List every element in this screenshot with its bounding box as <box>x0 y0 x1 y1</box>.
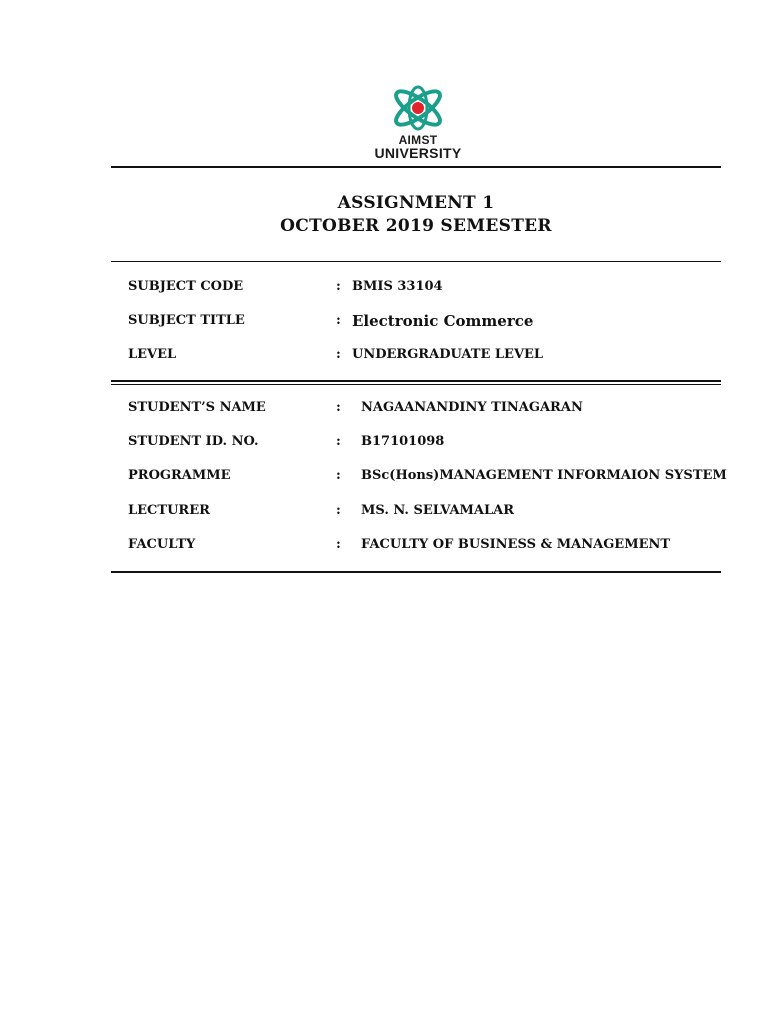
field-label: SUBJECT CODE <box>128 279 244 294</box>
student-name-row <box>128 400 728 420</box>
field-separator: : <box>336 313 341 328</box>
field-value: BSc(Hons)MANAGEMENT INFORMAION SYSTEM <box>361 468 727 483</box>
field-value: FACULTY OF BUSINESS & MANAGEMENT <box>361 537 671 552</box>
field-separator: : <box>336 537 341 552</box>
lecturer-row <box>128 503 728 523</box>
university-logo <box>366 84 470 162</box>
assignment-title: ASSIGNMENT 1 <box>337 193 495 213</box>
field-value: Electronic Commerce <box>352 312 534 330</box>
subject-title-row <box>128 313 728 333</box>
field-label: FACULTY <box>128 537 196 552</box>
double-divider-upper <box>111 380 721 382</box>
atom-icon <box>386 84 450 134</box>
logo-text-line1: AIMST <box>398 133 438 147</box>
faculty-row <box>128 537 728 557</box>
programme-row <box>128 468 728 488</box>
field-separator: : <box>336 347 341 362</box>
field-separator: : <box>336 503 341 518</box>
field-label: SUBJECT TITLE <box>128 313 245 328</box>
level-row <box>128 347 728 367</box>
divider-bottom <box>111 571 721 573</box>
divider-middle <box>111 261 721 262</box>
semester-title: OCTOBER 2019 SEMESTER <box>280 216 552 236</box>
field-label: LECTURER <box>128 503 210 518</box>
field-value: B17101098 <box>361 434 445 449</box>
field-value: UNDERGRADUATE LEVEL <box>352 347 544 362</box>
field-value: BMIS 33104 <box>352 279 443 294</box>
divider-top <box>111 166 721 168</box>
field-value: MS. N. SELVAMALAR <box>361 503 515 518</box>
field-label: LEVEL <box>128 347 177 362</box>
field-separator: : <box>336 434 341 449</box>
field-label: STUDENT’S NAME <box>128 400 266 415</box>
double-divider-lower <box>111 384 721 385</box>
subject-code-row <box>128 279 728 299</box>
field-value: NAGAANANDINY TINAGARAN <box>361 400 583 415</box>
field-separator: : <box>336 468 341 483</box>
student-id-row <box>128 434 728 454</box>
field-separator: : <box>336 279 341 294</box>
field-label: STUDENT ID. NO. <box>128 434 259 449</box>
logo-text-line2: UNIVERSITY <box>374 145 462 161</box>
field-label: PROGRAMME <box>128 468 231 483</box>
field-separator: : <box>336 400 341 415</box>
